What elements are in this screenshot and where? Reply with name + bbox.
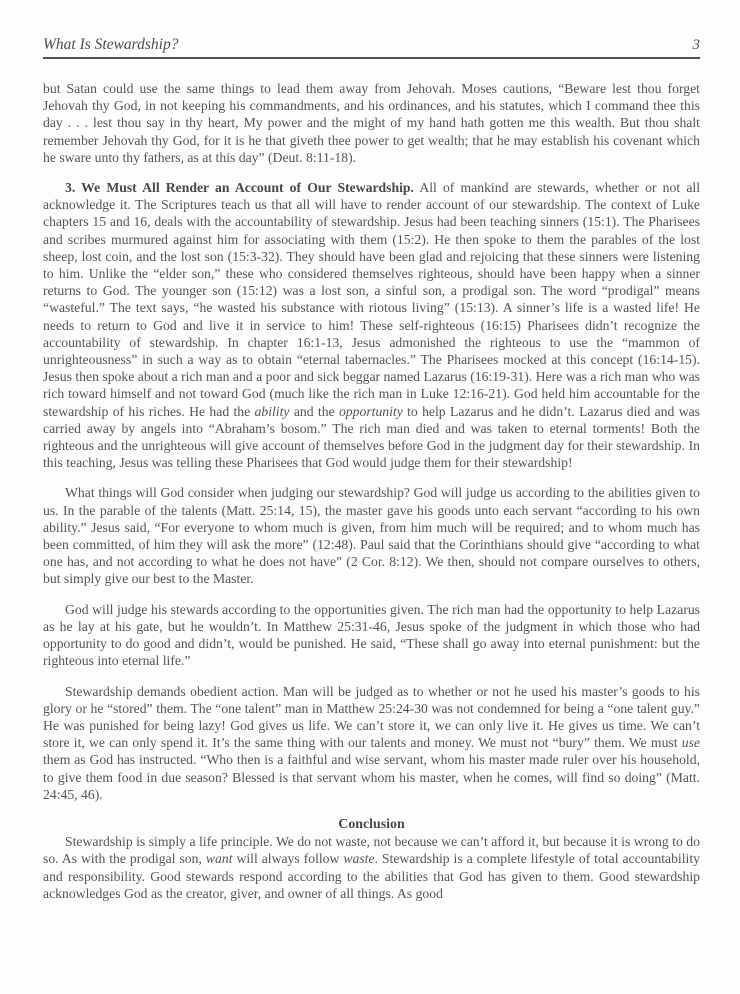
paragraph-run: Stewardship demands obedient action. Man will be judged as to whether or not he used his master’s goods to his glory or he “stored” them. The “one talent” man in Matthew 25:24-30 was not condemned for being a “one talent guy.” He was punished for being lazy! God gives us life. We can’t store it, we can only live it. He gives us time. We can’t store it, we can only spend it. It’s the same thing with our talents and money. We must not “bury” them. We must xyxy=(43,683,700,751)
paragraph-run: and the xyxy=(289,403,339,419)
paragraph-run: to help Lazarus and he didn’t. Lazarus died and was carried away by angels into “Abraham’s bosom.” The rich man died and was taken to eternal torments! Both the righteous and the unrighteous will give account of themselves before God in the judgment day for their stewardship. In this teaching, Jesus was telling these Pharisees that God would judge them for their stewardship! xyxy=(43,403,700,471)
running-head-title: What Is Stewardship? xyxy=(43,36,179,53)
paragraph-run: them as God has instructed. “Who then is a faithful and wise servant, whom his master made ruler over his household, to give them food in due season? Blessed is that servant whom his master, when he comes, will find so doing” (Matt. 24:45, 46). xyxy=(43,752,700,802)
paragraph-run: will always follow xyxy=(232,851,344,867)
paragraph-run: All of mankind are stewards, whether or not all acknowledge it. The Scriptures teach us that all will have to render account of our stewardship. The context of Luke chapters 15 and 16, deals with the accountability of stewardship. Jesus had been teaching sinners (15:1). The Pharisees and scribes murmured against him for associating with them (15:2). He then spoke to them the parables of the lost sheep, lost coin, and the lost son (15:3-32). They should have been glad and rejoicing that these sinners were listening to him. Unlike the “elder son,” these who considered themselves righteous, should have been happy when a sinner returns to God. The younger son (15:12) was a lost son, a sinful son, a prodigal son. The word “prodigal” means “wasteful.” The text says, “he wasted his substance with riotous living” (15:13). A sinner’s life is a wasted life! He needs to return to God and live it in service to him! These self-righteous (16:15) Pharisees didn’t recognize the accountability of stewardship. In chapter 16:1-13, Jesus admonished the righteous to use the “mammon of unrighteousness” in such a way as to obtain “eternal tabernacles.” The Pharisees mocked at this concept (16:14-15). Jesus then spoke about a rich man and a poor and sick beggar named Lazarus (16:19-31). Here was a rich man who was rich toward himself and not toward God (much like the rich man in Luke 12:16-21). God held him accountable for the stewardship of his riches. He had the xyxy=(43,180,700,419)
paragraph-continuation: but Satan could use the same things to lead them away from Jehovah. Moses cautions, “Beware lest thou forget Jehovah thy God, in not keeping his commandments, and his ordinances, and his statutes, which I command thee this day . . . lest thou say in thy heart, My power and the might of my hand hath gotten me this wealth. But thou shalt remember Jehovah thy God, for it is he that giveth thee power to get wealth; that he may establish his covenant which he sware unto thy fathers, as at this day” (Deut. 8:11-18). xyxy=(43,81,700,165)
italic-term-opportunity: opportunity xyxy=(338,403,403,419)
paragraph-run: Stewardship is simply a life principle. We do not waste, not because we can’t afford it, but because it is wrong to do so. As with the prodigal son, xyxy=(43,834,700,867)
bold-lead: 3. We Must All Render an Account of Our Stewardship. xyxy=(65,180,414,196)
italic-term-use: use xyxy=(681,735,700,751)
paragraph-render-account xyxy=(43,179,700,471)
conclusion-heading: Conclusion xyxy=(338,816,405,832)
italic-term-waste: waste xyxy=(343,851,375,867)
paragraph-abilities: What things will God consider when judging our stewardship? God will judge us according to the abilities given to us. In the parable of the talents (Matt. 25:14, 15), the master gave his goods unto each servant “according to his own ability.” Jesus said, “For everyone to whom much is given, from him much will be required; and to whom much has been committed, of him they will ask the more” (12:48). Paul said that the Corinthians should give “according to what one has, and not according to what he does not have” (2 Cor. 8:12). We then, should not compare ourselves to others, but simply give our best to the Master. xyxy=(43,485,700,587)
paragraph-conclusion xyxy=(43,833,700,902)
italic-term-want: want xyxy=(205,851,233,867)
body-text xyxy=(43,80,700,902)
page-number: 3 xyxy=(692,37,700,53)
paragraph-run: . Stewardship is a complete lifestyle of total accountability and responsibility. Good stewards respond according to the abilities that God has given to them. Good stewardship acknowledges God as the creator, giver, and owner of all things. As good xyxy=(43,851,700,901)
running-header xyxy=(43,36,700,59)
italic-term-ability: ability xyxy=(254,403,290,419)
paragraph-opportunities: God will judge his stewards according to the opportunities given. The rich man had the opportunity to help Lazarus as he lay at his gate, but he wouldn’t. In Matthew 25:31-46, Jesus spoke of the judgment in which those who had opportunity to do good and didn’t, would be punished. He said, “These shall go away into eternal punishment: but the righteous into eternal life.” xyxy=(43,601,700,669)
paragraph-obedient-action xyxy=(43,683,700,803)
